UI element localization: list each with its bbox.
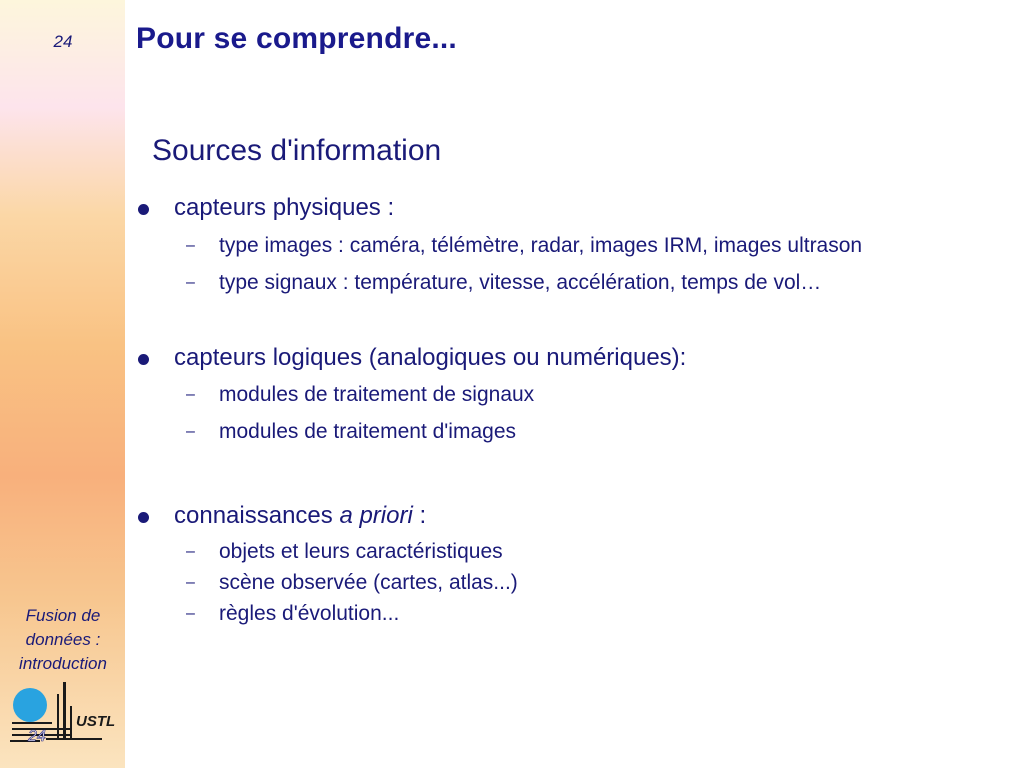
sub-item-text: règles d'évolution... [219,602,400,625]
slide-number: 24 [53,32,73,51]
bullet-dot-icon [138,204,149,215]
sub-item-text: type signaux : température, vitesse, accélération, temps de vol… [219,271,822,294]
logo-line [12,722,52,724]
sub-item [136,537,1006,567]
sub-item [136,417,1006,447]
logo-line [46,738,102,740]
sidebar [0,0,125,768]
sub-list [136,537,1006,629]
sub-item [136,380,1006,410]
sub-item-text: objets et leurs caractéristiques [219,540,503,563]
sub-item [136,231,1006,261]
dash-icon: – [186,386,195,403]
sidebar-caption-line: données : [25,630,101,649]
sidebar-caption-line: introduction [19,654,107,673]
bullet-label-before: connaissances [174,502,340,529]
logo-circle [13,688,47,722]
section-connaissances [136,500,1006,629]
sidebar-caption-line: Fusion de [25,606,101,625]
bullet-item [136,500,1006,532]
section-capteurs-logiques [136,342,1006,447]
section-capteurs-physiques [136,192,1006,298]
dash-icon: – [186,543,195,560]
slide-title: Pour se comprendre... [136,22,457,55]
logo-bar [57,694,59,740]
logo-overlay-number: 24 [28,728,46,745]
ustl-logo-icon [10,680,120,755]
logo-bar [70,706,72,738]
bullet-dot-icon [138,512,149,523]
bullet-item [136,192,1006,224]
bullet-dot-icon [138,354,149,365]
sidebar-caption [4,604,122,676]
sub-item-text: modules de traitement de signaux [219,383,535,406]
sub-item-text: type images : caméra, télémètre, radar, images IRM, images ultrason [219,234,863,257]
dash-icon: – [186,274,195,291]
sub-item [136,568,1006,598]
logo-text: USTL [76,713,116,730]
sub-list [136,380,1006,447]
dash-icon: – [186,574,195,591]
bullet-label: capteurs logiques (analogiques ou numériques): [174,344,687,371]
sub-item [136,599,1006,629]
sub-item-text: modules de traitement d'images [219,420,516,443]
slide-content [136,190,1006,629]
bullet-label-italic: a priori [339,502,413,529]
bullet-label: capteurs physiques : [174,194,395,221]
dash-icon: – [186,605,195,622]
dash-icon: – [186,237,195,254]
bullet-item [136,342,1006,374]
sub-item [136,268,1006,298]
slide-subtitle: Sources d'information [152,134,442,167]
sub-list [136,231,1006,298]
bullet-label-after: : [412,502,427,529]
sub-item-text: scène observée (cartes, atlas...) [219,571,518,594]
dash-icon: – [186,423,195,440]
